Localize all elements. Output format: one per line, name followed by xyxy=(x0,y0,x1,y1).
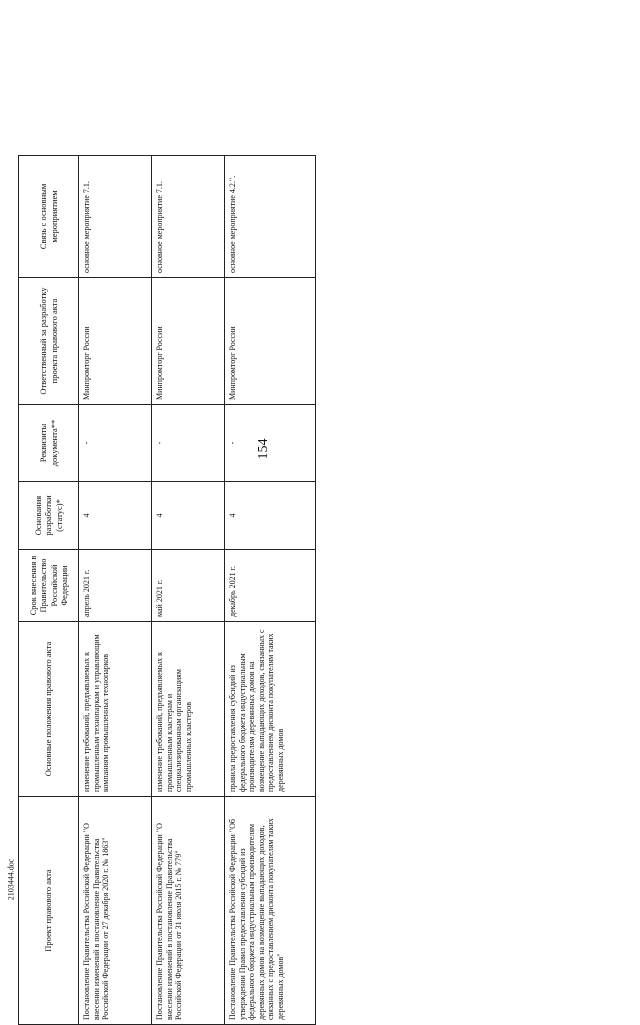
cell-requisites: - xyxy=(225,405,316,482)
cell-responsible: Минпромторг России xyxy=(152,278,225,405)
table-row xyxy=(225,156,316,1025)
table-row xyxy=(79,156,152,1025)
legal-acts-table xyxy=(18,155,316,1025)
cell-link: основное мероприятие 7.1. xyxy=(79,156,152,278)
cell-project: Постановление Правительства Российской Федерации "Об утверждении Правил предоставления субсидий из федерального бюджета индустриальным производителям деревянных домов на возмещение выпадающих доходов, связанных с предоставлением дисконта покупателям таких деревянных домов" xyxy=(225,797,316,1025)
cell-responsible: Минпромторг России xyxy=(225,278,316,405)
header-project: Проект правового акта xyxy=(19,797,79,1025)
cell-basis: 4 xyxy=(152,482,225,550)
cell-requisites: - xyxy=(152,405,225,482)
cell-project: Постановление Правительства Российской Федерации "О внесении изменений в постановление Правительства Российской Федерации от 27 декабря 2020 г. № 1863" xyxy=(79,797,152,1025)
header-deadline: Срок внесения в Правительство Российской Федерации xyxy=(19,550,79,622)
page-number: 154 xyxy=(256,438,271,460)
cell-provisions: изменение требований, предъявляемых к промышленным технопаркам и управляющим компаниям промышленных технопарков xyxy=(79,622,152,797)
cell-provisions: изменение требований, предъявляемых к промышленным кластерам и специализированным организациям промышленных кластеров xyxy=(152,622,225,797)
cell-project: Постановление Правительства Российской Федерации "О внесении изменений в постановление Правительства Российской Федерации от 31 июля 2015 г. № 779" xyxy=(152,797,225,1025)
table-row xyxy=(152,156,225,1025)
cell-link: основное мероприятие 7.1. xyxy=(152,156,225,278)
cell-basis: 4 xyxy=(225,482,316,550)
cell-basis: 4 xyxy=(79,482,152,550)
header-requisites: Реквизиты документа** xyxy=(19,405,79,482)
cell-deadline: декабрь 2021 г. xyxy=(225,550,316,622)
cell-requisites: - xyxy=(79,405,152,482)
document-filename: 2103444.doc xyxy=(6,858,16,901)
header-basis: Основания разработки (статус)* xyxy=(19,482,79,550)
cell-provisions: правила предоставления субсидий из федерального бюджета индустриальным производителям деревянных домов на возмещение выпадающих доходов, связанных с предоставлением дисконта покупателям таких деревянных домов xyxy=(225,622,316,797)
header-link: Связь с основным мероприятием xyxy=(19,156,79,278)
table-header-row xyxy=(19,156,79,1025)
header-provisions: Основные положения правового акта xyxy=(19,622,79,797)
rotated-table-wrapper xyxy=(18,156,315,1025)
cell-deadline: апрель 2021 г. xyxy=(79,550,152,622)
cell-link: основное мероприятие 4.2.". xyxy=(225,156,316,278)
cell-deadline: май 2021 г. xyxy=(152,550,225,622)
cell-responsible: Минпромторг России xyxy=(79,278,152,405)
header-responsible: Ответственный за разработку проекта правового акта xyxy=(19,278,79,405)
